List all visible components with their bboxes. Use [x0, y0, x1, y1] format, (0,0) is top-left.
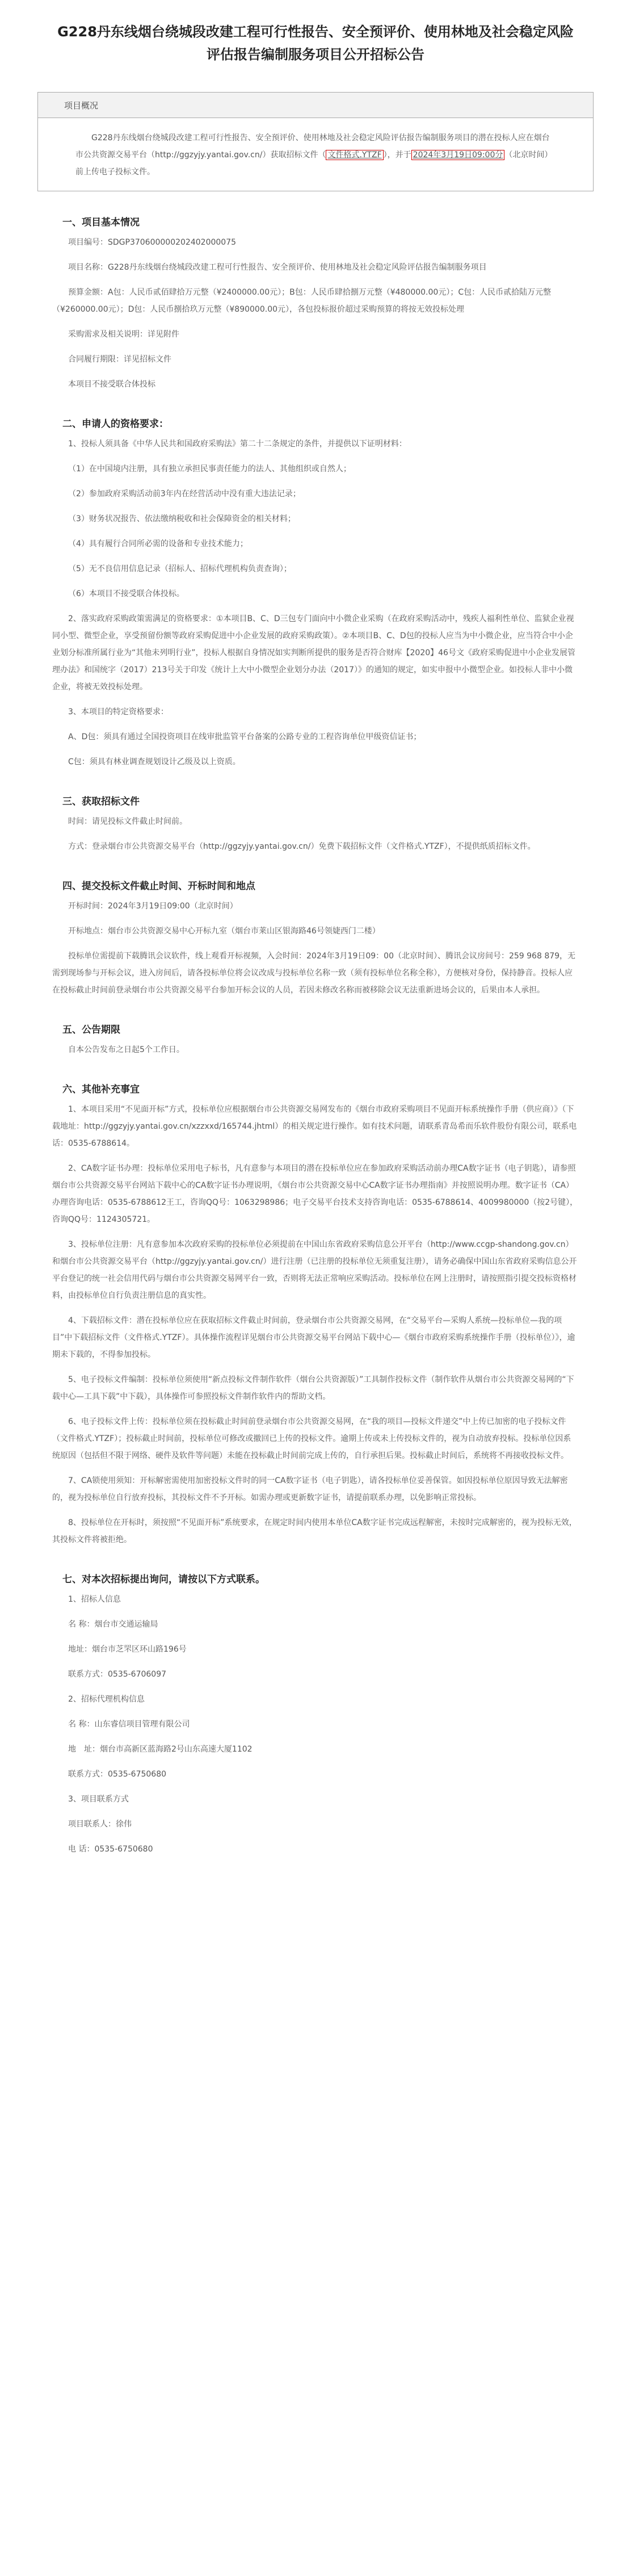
section-paragraph: （6）本项目不接受联合体投标。	[68, 589, 184, 598]
section-paragraph: 项目编号：SDGP370600000202402000075	[68, 238, 237, 247]
section-paragraph: 合同履行期限：详见招标文件	[68, 355, 171, 364]
section-paragraph: 8、投标单位在开标时，须按照“不见面开标”系统要求，在规定时间内使用本单位CA数字证书完成远程解密，未按时完成解密的，视为投标无效，其投标文件将被拒绝。	[52, 1518, 577, 1544]
section-paragraph: （3）财务状况报告、依法缴纳税收和社会保障资金的相关材料；	[68, 514, 296, 523]
section-heading: 三、获取招标文件	[62, 796, 140, 807]
section-heading: 五、公告期限	[62, 1024, 120, 1036]
section-paragraph: 地址：烟台市芝罘区环山路196号	[68, 1645, 187, 1654]
section-paragraph: 名 称：烟台市交通运输局	[68, 1620, 158, 1629]
section-paragraph: 开标时间：2024年3月19日09:00（北京时间）	[68, 902, 238, 911]
section-paragraph: 开标地点：烟台市公共资源交易中心开标九室（烟台市莱山区银海路46号领婕西门二楼）	[68, 927, 380, 936]
section-paragraph: 6、电子投标文件上传：投标单位须在投标截止时间前登录烟台市公共资源交易网，在“我的项目—投标文件递交”中上传已加密的电子投标文件（文件格式.YTZF）；投标截止时间前，投标单位可修改或撤回已上传的投标文件。逾期上传或未上传投标文件的，视为自动放弃投标。投标单位因系统原因（包括但不限于网络、硬件及软件等问题）未能在投标截止时间前完成上传的，自行承担后果。投标截止时间后，系统将不再接收投标文件。	[52, 1417, 571, 1460]
overview-box	[37, 92, 594, 191]
section-heading: 七、对本次招标提出询问，请按以下方式联系。	[62, 1574, 265, 1585]
section-paragraph: A、D包：须具有通过全国投资项目在线审批监管平台备案的公路专业的工程咨询单位甲级资信证书；	[68, 732, 422, 742]
section-paragraph: 2、落实政府采购政策需满足的资格要求：①本项目B、C、D三包专门面向中小微企业采购（在政府采购活动中，残疾人福利性单位、监狱企业视同小型、微型企业，享受预留份额等政府采购促进中小企业发展的政府采购政策）。②本项目B、C、D包的投标人应当为中小微企业，应当符合中小企业划分标准所属行业为“其他未列明行业”，投标人根据自身情况如实判断所提供的服务是否符合财库【2020】46号文《政府采购促进中小企业发展管理办法》和国统字（2017）213号关于印发《统计上大中小微型企业划分办法（2017）》的通知的规定，如实申报中小微型企业。如投标人非中小微企业，将被无效投标处理。	[52, 614, 575, 692]
section-paragraph: 7、CA锁使用须知：开标解密需使用加密投标文件时的同一CA数字证书（电子钥匙），请各投标单位妥善保管。如因投标单位原因导致无法解密的，视为投标单位自行放弃投标，其投标文件不予开标。如需办理或更新数字证书，请提前联系办理，以免影响正常投标。	[52, 1476, 568, 1502]
section-paragraph: 3、投标单位注册：凡有意参加本次政府采购的投标单位必须提前在中国山东省政府采购信息公开平台（http://www.ccgp-shandong.gov.cn）和烟台市公共资源交易平台（http://ggzyjy.yantai.gov.cn/）进行注册（已注册的投标单位无须重复注册），请务必确保中国山东省政府采购信息公开平台登记的统一社会信用代码与烟台市公共资源交易网平台一致，否则将无法正常响应采购活动。投标单位在网上注册时，请按照指引提交投标资格材料，由投标单位自行负责注册信息的真实性。	[52, 1240, 577, 1300]
file-format: 文件格式.YTZF	[326, 150, 383, 160]
sections-container	[0, 214, 631, 1858]
section-paragraph: 地 址：烟台市高新区蓝海路2号山东高速大厦1102	[68, 1745, 253, 1754]
section-paragraph: （2）参加政府采购活动前3年内在经营活动中没有重大违法记录；	[68, 489, 301, 499]
section-paragraph: 名 称：山东睿信项目管理有限公司	[68, 1720, 190, 1729]
section-paragraph: （4）具有履行合同所必需的设备和专业技术能力；	[68, 539, 248, 548]
section-heading: 六、其他补充事宜	[62, 1084, 140, 1095]
section-paragraph: 采购需求及相关说明：详见附件	[68, 330, 179, 339]
section-heading: 一、项目基本情况	[62, 217, 140, 228]
overview-text-b: ），并于	[383, 150, 411, 160]
overview-heading: 项目概况	[38, 93, 593, 118]
section-paragraph: 联系方式：0535-6706097	[68, 1670, 167, 1679]
section-paragraph: 预算金额：A包：人民币贰佰肆拾万元整（¥2400000.00元）；B包：人民币肆拾捌万元整（¥480000.00元）；C包：人民币贰拾陆万元整（¥260000.00元）；D包：人民币捌拾玖万元整（¥890000.00元），各包投标报价超过采购预算的将按无效投标处理	[52, 288, 552, 314]
section-paragraph: C包：须具有林业调查规划设计乙级及以上资质。	[68, 757, 241, 766]
section-heading: 四、提交投标文件截止时间、开标时间和地点	[62, 881, 255, 892]
section-paragraph: 方式：登录烟台市公共资源交易平台（http://ggzyjy.yantai.gov.cn/）免费下载招标文件（文件格式.YTZF），不提供纸质招标文件。	[68, 842, 536, 851]
page-title: G228丹东线烟台绕城段改建工程可行性报告、安全预评价、使用林地及社会稳定风险评估报告编制服务项目公开招标公告	[57, 24, 574, 62]
section-paragraph: 4、下载招标文件：潜在投标单位应在获取招标文件截止时间前，登录烟台市公共资源交易网，在“交易平台—采购人系统—投标单位—我的项目”中下载招标文件（文件格式.YTZF）。具体操作流程详见烟台市公共资源交易平台网站下载中心—《烟台市政府采购系统操作手册（投标单位）》，逾期未下载的，不得参加投标。	[52, 1316, 575, 1359]
section-paragraph: 电 话：0535-6750680	[68, 1845, 153, 1854]
title-block	[0, 0, 631, 66]
section-paragraph: 1、本项目采用“不见面开标”方式，投标单位应根据烟台市公共资源交易网发布的《烟台市政府采购项目不见面开标系统操作手册（供应商）》（下载地址：http://ggzyjy.yantai.gov.cn/xzzxxd/165744.jhtml）的相关规定进行操作。如有技术问题，请联系青岛希而乐软件股份有限公司，联系电话：0535-6788614。	[52, 1105, 577, 1148]
section-paragraph: 投标单位需提前下载腾讯会议软件，线上观看开标视频，入会时间：2024年3月19日09：00（北京时间）、腾讯会议房间号：259 968 879，无需到现场参与开标会议，进入房间后，请各投标单位将会议改成与投标单位名称一致（须有投标单位名称全称），方便核对身份，保持静音。投标人应在投标截止时间前登录烟台市公共资源交易平台参加开标会议的人员，若因未修改名称而被移除会议无法重新进场会议的，后果由本人承担。	[52, 952, 576, 995]
section-paragraph: 项目名称：G228丹东线烟台绕城段改建工程可行性报告、安全预评价、使用林地及社会稳定风险评估报告编制服务项目	[68, 263, 487, 272]
overview-text-c: （北京时间）前上传电子投标文件。	[75, 150, 553, 177]
section-paragraph: 5、电子投标文件编制：投标单位须使用“新点投标文件制作软件（烟台公共资源版）”工具制作投标文件（制作软件从烟台市公共资源交易网的“下载中心—工具下载”中下载），具体操作可参照投标文件制作软件内的帮助文档。	[52, 1375, 574, 1401]
section-paragraph: 联系方式：0535-6750680	[68, 1770, 167, 1779]
section-paragraph: 3、本项目的特定资格要求：	[68, 707, 169, 717]
overview-text-a: G228丹东线烟台绕城段改建工程可行性报告、安全预评价、使用林地及社会稳定风险评估报告编制服务项目的潜在投标人应在烟台市公共资源交易平台（http://ggzyjy.yantai.gov.cn/）获取招标文件（	[75, 133, 550, 160]
section-paragraph: 2、CA数字证书办理：投标单位采用电子标书，凡有意参与本项目的潜在投标单位应在参加政府采购活动前办理CA数字证书（电子钥匙），请参照烟台市公共资源交易平台网站下载中心的CA数字证书办理说明，《烟台市公共资源交易中心CA数字证书办理指南》并按照说明办理。数字证书（CA）办理咨询电话：0535-6788612王工，咨询QQ号：1063298986；电子交易平台技术支持咨询电话：0535-6788614、4009980000（按2号键），咨询QQ号：1124305721。	[52, 1164, 578, 1224]
section-paragraph: 3、项目联系方式	[68, 1795, 129, 1804]
section-paragraph: 自本公告发布之日起5个工作日。	[68, 1045, 184, 1054]
section-paragraph: 1、投标人须具备《中华人民共和国政府采购法》第二十二条规定的条件，并提供以下证明材料：	[68, 439, 407, 449]
section-paragraph: 1、招标人信息	[68, 1595, 121, 1604]
section-paragraph: 本项目不接受联合体投标	[68, 380, 155, 389]
section-paragraph: （1）在中国境内注册，具有独立承担民事责任能力的法人、其他组织或自然人；	[68, 464, 351, 474]
submission-deadline: 2024年3月19日09:00分	[411, 150, 505, 160]
overview-text	[38, 118, 593, 191]
section-paragraph: 2、招标代理机构信息	[68, 1695, 145, 1704]
section-paragraph: 时间：请见投标文件截止时间前。	[68, 817, 187, 826]
section-paragraph: （5）无不良信用信息记录（招标人、招标代理机构负责查询）；	[68, 564, 292, 573]
section-heading: 二、申请人的资格要求：	[62, 418, 169, 430]
section-paragraph: 项目联系人：徐伟	[68, 1820, 132, 1829]
